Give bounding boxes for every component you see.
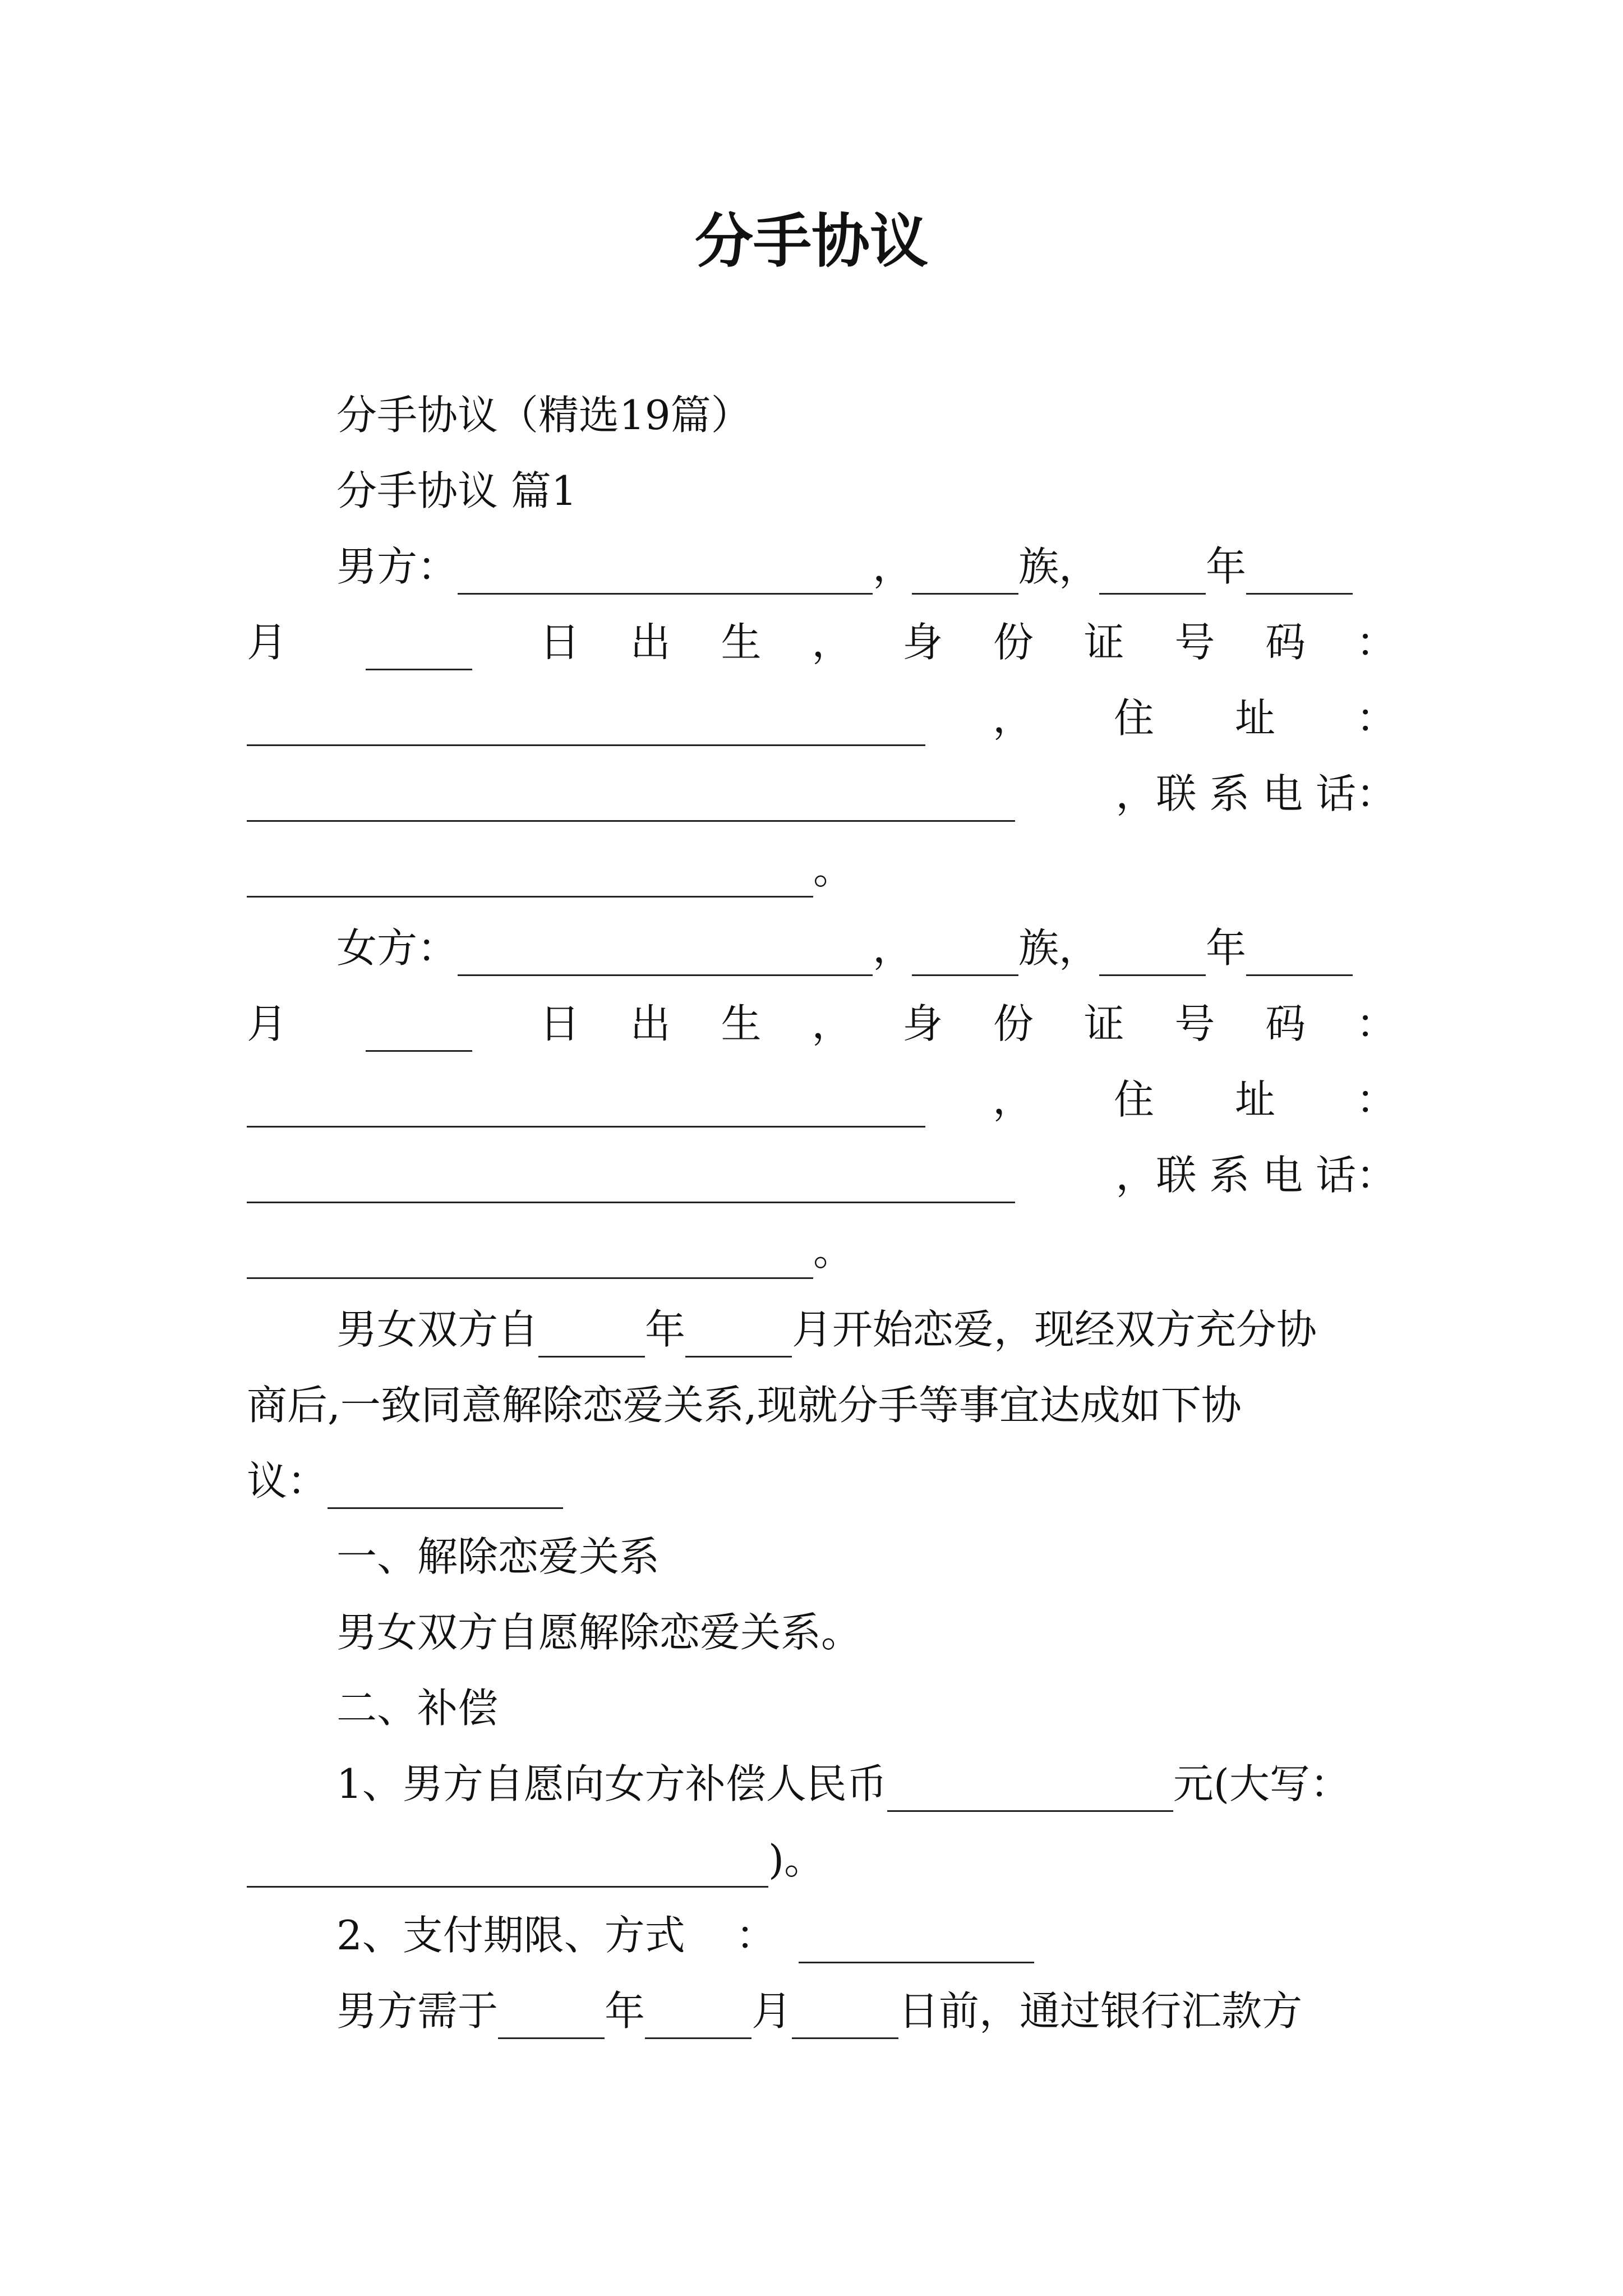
female-phone-blank[interactable] (247, 1238, 813, 1279)
para1-line-2: 商后,一致同意解除恋爱关系,现就分手等事宜达成如下协 (247, 1382, 1242, 1429)
female-ethnic-blank[interactable] (912, 935, 1018, 976)
heading-2: 二、补偿 (336, 1685, 499, 1732)
heading-1-text: 男女双方自愿解除恋爱关系。 (336, 1609, 862, 1656)
para1-line-1: 男女双方自 年 月开始恋爱，现经双方充分协 (247, 1301, 1396, 1358)
female-name-blank[interactable] (458, 935, 873, 976)
male-month-blank[interactable] (1246, 554, 1353, 595)
female-address-blank[interactable] (247, 1162, 1015, 1203)
section-heading: 分手协议 篇1 (336, 467, 577, 514)
compensation-amount-blank[interactable] (887, 1771, 1173, 1812)
document-title: 分手协议 (694, 207, 928, 275)
female-id-blank[interactable] (247, 1087, 925, 1128)
deadline-month-blank[interactable] (645, 1998, 751, 2039)
male-line-3: ， 住 址 ： (247, 690, 1396, 746)
female-line-1: 女方： ， 族， 年 (247, 920, 1396, 976)
female-year-blank[interactable] (1099, 935, 1206, 976)
female-line-3: ， 住 址 ： (247, 1071, 1396, 1128)
male-day-blank[interactable] (366, 629, 472, 670)
female-day-blank[interactable] (366, 1011, 472, 1052)
compensation-line-2: )。 (247, 1832, 1396, 1888)
start-month-blank[interactable] (685, 1317, 792, 1358)
heading-1: 一、解除恋爱关系 (336, 1533, 660, 1580)
male-name-blank[interactable] (458, 554, 873, 595)
agreement-blank[interactable] (328, 1468, 563, 1509)
para1-line-3: 议： (247, 1453, 1396, 1509)
compensation-line-1: 1、男方自愿向女方补偿人民币 元(大写： (247, 1756, 1396, 1812)
male-address-blank[interactable] (247, 781, 1015, 822)
male-line-2: 月 日 出 生 ， 身 份 证 号 码 ： (247, 614, 1396, 670)
deadline-line: 男方需于 年 月 日前，通过银行汇款方 (247, 1983, 1396, 2039)
female-line-4: ，联 系 电 话： (247, 1147, 1396, 1203)
male-line-5: 。 (247, 841, 1396, 898)
deadline-year-blank[interactable] (498, 1998, 605, 2039)
payment-method-blank[interactable] (799, 1922, 1034, 1963)
female-line-5: 。 (247, 1223, 1396, 1279)
male-line-1: 男方： ， 族， 年 (247, 539, 1396, 595)
female-line-2: 月 日 出 生 ， 身 份 证 号 码 ： (247, 996, 1396, 1052)
male-id-blank[interactable] (247, 705, 925, 746)
male-phone-blank[interactable] (247, 857, 813, 898)
compensation-capital-blank[interactable] (247, 1847, 768, 1888)
female-month-blank[interactable] (1246, 935, 1353, 976)
subtitle: 分手协议（精选19篇） (336, 392, 751, 439)
deadline-day-blank[interactable] (792, 1998, 898, 2039)
male-year-blank[interactable] (1099, 554, 1206, 595)
start-year-blank[interactable] (538, 1317, 645, 1358)
male-ethnic-blank[interactable] (912, 554, 1018, 595)
payment-line: 2、支付期限、方式 ： (247, 1907, 1396, 1963)
male-line-4: ，联 系 电 话： (247, 766, 1396, 822)
